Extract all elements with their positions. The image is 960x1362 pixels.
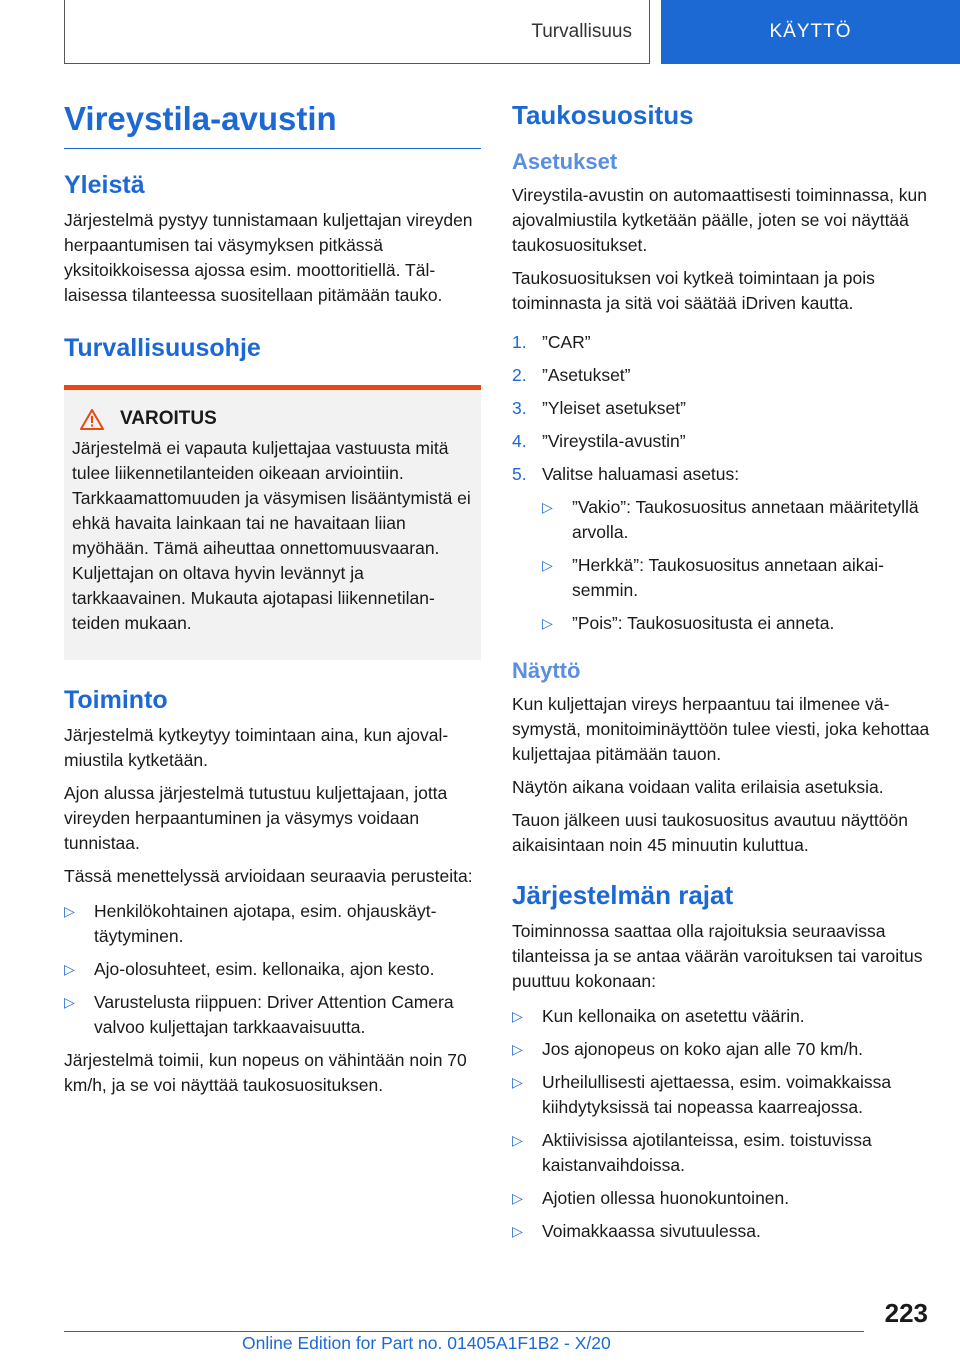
display-text-3: Tauon jälkeen uusi taukosuositus avautuu näyttöön aikaisintaan noin 45 minuutin kuluttua. — [512, 810, 908, 855]
function-text-4: Järjestelmä toimii, kun nopeus on vähintään noin 70 km/h, ja se voi näyttää taukosuosituksen. — [64, 1050, 467, 1095]
triangle-bullet-icon: ▷ — [512, 1008, 523, 1024]
list-item: ▷ Ajotien ollessa huonokuntoinen. — [512, 1186, 930, 1211]
heading-display: Näyttö — [512, 658, 581, 683]
triangle-bullet-icon: ▷ — [542, 499, 553, 515]
heading-settings: Asetukset — [512, 149, 618, 174]
triangle-bullet-icon: ▷ — [512, 1223, 523, 1239]
triangle-bullet-icon: ▷ — [64, 961, 75, 977]
triangle-bullet-icon: ▷ — [542, 557, 553, 573]
triangle-bullet-icon: ▷ — [512, 1041, 523, 1057]
limits-text-1: Toiminnossa saattaa olla rajoituksia seuraavissa tilanteissa ja se antaa väärän varoituksen tai varoitus puuttuu kokonaan: — [512, 921, 923, 991]
header-chapter-tab: KÄYTTÖ — [661, 0, 960, 64]
heading-system-limits: Järjestelmän rajat — [512, 880, 734, 910]
heading-safety: Turvallisuusohje — [64, 334, 261, 362]
triangle-bullet-icon: ▷ — [512, 1190, 523, 1206]
step-item: 5. Valitse haluamasi asetus: ▷ ”Vakio”: Taukosuositus annetaan määritetyllä arvolla. ▷ ”Herkkä”: Taukosuositus annetaan aikaisemmin. ▷ ”Pois”: Taukosuositusta ei anneta. — [512, 462, 930, 636]
step-item: 1. ”CAR” — [512, 332, 591, 352]
warning-text: Järjestelmä ei vapauta kuljettajaa vastuusta mitä tulee liikennetilanteiden oikeaan arviointiin. Tarkkaamattomuuden ja väsymisen lisääntymistä ei ehkä havaita lainkaan tai ne havaitaan liian myöhään. Tämä aiheuttaa onnettomuusvaaran. Kuljettajan on oltava hyvin levännyt ja tarkkaavainen. Mukauta ajotapasi liikennetilanteiden mukaan. — [72, 438, 471, 633]
triangle-bullet-icon: ▷ — [512, 1074, 523, 1090]
criteria-list — [64, 899, 481, 1040]
list-item: ▷ Voimakkaassa sivutuulessa. — [512, 1219, 930, 1244]
list-item: ▷ Jos ajonopeus on koko ajan alle 70 km/h. — [512, 1037, 930, 1062]
display-text-1: Kun kuljettajan vireys herpaantuu tai ilmenee väsymystä, monitoiminäyttöön tulee viesti, joka kehottaa kuljettajaa pitämään tauon. — [512, 694, 930, 764]
limits-list — [512, 1004, 930, 1244]
general-text: Järjestelmä pystyy tunnistamaan kuljettajan vireyden herpaantumisen tai väsymyksen pitkässä yksitoikkoisessa ajossa esim. moottoritiellä. Tällaisessa tilanteessa suositellaan pitämään tauko. — [64, 210, 473, 305]
list-item: ▷ ”Vakio”: Taukosuositus annetaan määritetyllä arvolla. — [542, 497, 919, 542]
heading-general: Yleistä — [64, 171, 145, 199]
list-item: ▷ Henkilökohtainen ajotapa, esim. ohjauskäyttäytyminen. — [64, 901, 437, 946]
settings-text-1: Vireystila-avustin on automaattisesti toiminnassa, kun ajovalmiustila kytketään päälle, joten se voi näyttää taukosuositukset. — [512, 185, 928, 255]
list-item: ▷ Varustelusta riippuen: Driver Attention Camera valvoo kuljettajan tarkkaavaisuutta. — [64, 992, 454, 1037]
footer-watermark — [683, 1333, 684, 1334]
settings-steps — [512, 330, 930, 636]
heading-function: Toiminto — [64, 686, 168, 714]
footer-edition: Online Edition for Part no. 01405A1F1B2 - X/20 — [242, 1333, 611, 1353]
header-section-title: Turvallisuus — [531, 21, 632, 42]
function-text-2: Ajon alussa järjestelmä tutustuu kuljettajaan, jotta vireyden herpaantuminen ja väsymys voidaan tunnistaa. — [64, 783, 448, 853]
right-column — [512, 100, 930, 1252]
settings-options — [542, 495, 930, 636]
list-item: ▷ ”Herkkä”: Taukosuositus annetaan aikaisemmin. — [542, 555, 884, 600]
warning-triangle-icon — [72, 409, 112, 430]
list-item: ▷ Aktiivisissa ajotilanteissa, esim. toistuvissa kaistanvaihdoissa. — [512, 1130, 872, 1175]
step-item: 4. ”Vireystila-avustin” — [512, 431, 686, 451]
display-text-2: Näytön aikana voidaan valita erilaisia asetuksia. — [512, 777, 884, 797]
list-item: ▷ Ajo-olosuhteet, esim. kellonaika, ajon kesto. — [64, 957, 481, 982]
list-item: ▷ ”Pois”: Taukosuositusta ei anneta. — [542, 611, 930, 636]
triangle-bullet-icon: ▷ — [64, 994, 75, 1010]
settings-text-2: Taukosuosituksen voi kytkeä toimintaan ja pois toiminnasta ja sitä voi säätää iDriven kautta. — [512, 268, 875, 313]
warning-box — [64, 385, 481, 660]
list-item: ▷ Kun kellonaika on asetettu väärin. — [512, 1004, 930, 1029]
warning-title: VAROITUS — [120, 408, 217, 429]
step-item: 3. ”Yleiset asetukset” — [512, 398, 686, 418]
function-text-3: Tässä menettelyssä arvioidaan seuraavia perusteita: — [64, 866, 473, 886]
page-number: 223 — [884, 1298, 928, 1328]
left-column — [64, 100, 481, 1098]
footer-divider — [64, 1331, 864, 1332]
triangle-bullet-icon: ▷ — [542, 615, 553, 631]
triangle-bullet-icon: ▷ — [512, 1132, 523, 1148]
step-item: 2. ”Asetukset” — [512, 365, 631, 385]
list-item: ▷ Urheilullisesti ajettaessa, esim. voimakkaissa kiihdytyksissä tai nopeassa kaarreajossa. — [512, 1072, 892, 1117]
heading-break-recommendation: Taukosuositus — [512, 100, 694, 130]
page-title: Vireystila-avustin — [64, 100, 481, 149]
function-text-1: Järjestelmä kytkeytyy toimintaan aina, kun ajovalmiustila kytketään. — [64, 725, 449, 770]
triangle-bullet-icon: ▷ — [64, 903, 75, 919]
